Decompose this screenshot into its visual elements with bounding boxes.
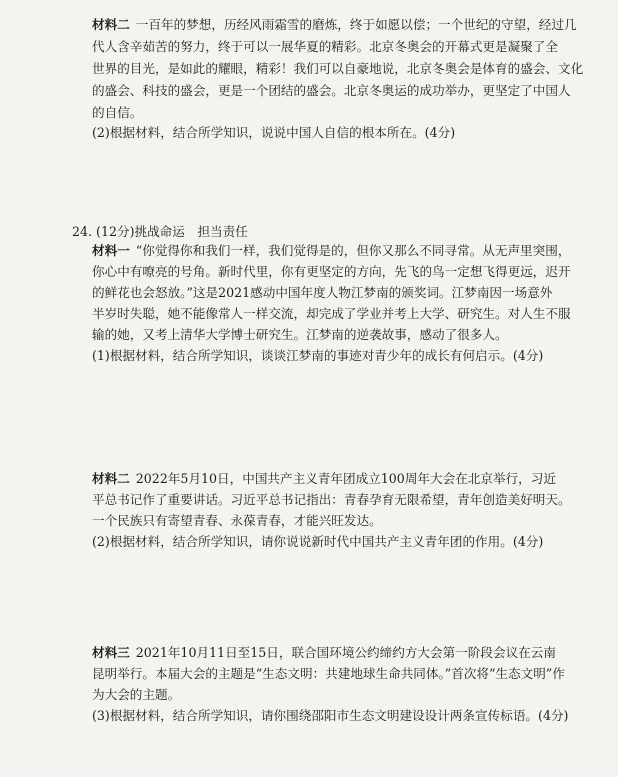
m1-label: 材料一 <box>92 243 130 258</box>
m1-line-1: 材料一 “你觉得你和我们一样，我们觉得是的，但你又那么不同寻常。从无声里突围， <box>92 243 571 258</box>
m1-line-3: 的鲜花也会怒放。”这是2021感动中国年度人物江梦南的颁奖词。江梦南因一场意外 <box>92 285 553 300</box>
m1-line-5: 输的她，又考上清华大学博士研究生。江梦南的逆袭故事，感动了很多人。 <box>92 327 508 342</box>
m2-top-line-5: 的自信。 <box>92 105 143 120</box>
m1-question: (1)根据材料，结合所学知识，谈谈江梦南的事迹对青少年的成长有何启示。(4分) <box>92 348 544 363</box>
m2-top-line-3: 世界的目光，是如此的耀眼，精彩！我们可以自豪地说，北京冬奥会是体育的盛会、文化 <box>92 61 584 76</box>
m3-line-2: 昆明举行。本届大会的主题是“生态文明：共建地球生命共同体。”首次将“生态文明”作 <box>92 666 565 681</box>
m3-line-3: 为大会的主题。 <box>92 687 181 702</box>
m1-line-2: 你心中有嘹亮的号角。新时代里，你有更坚定的方向，先飞的鸟一定想飞得更远，迟开 <box>92 264 571 279</box>
m2-line-3: 一个民族只有寄望青春、永葆青春，才能兴旺发达。 <box>92 513 382 528</box>
m3-label: 材料三 <box>92 645 130 660</box>
m2-top-line-1: 材料二 一百年的梦想，历经风雨霜雪的磨炼，终于如愿以偿；一个世纪的守望，经过几 <box>92 17 577 32</box>
q24-title: 24. (12分)挑战命运 担当责任 <box>72 224 248 239</box>
m2-question: (2)根据材料，结合所学知识，请你说说新时代中国共产主义青年团的作用。(4分) <box>92 534 544 549</box>
m2-top-label: 材料二 <box>92 17 130 32</box>
m2-top-line-2: 代人含辛茹苦的努力，终于可以一展华夏的精彩。北京冬奥会的开幕式更是凝聚了全 <box>92 39 558 54</box>
m2-top-line-4: 的盛会、科技的盛会，更是一个团结的盛会。北京冬奥运的成功举办，更坚定了中国人 <box>92 83 571 98</box>
m2-label: 材料二 <box>92 471 130 486</box>
m1-line-4: 半岁时失聪，她不能像常人一样交流，却完成了学业并考上大学、研究生。对人生不服 <box>92 306 571 321</box>
m2-top-question: (2)根据材料，结合所学知识，说说中国人自信的根本所在。(4分) <box>92 125 456 140</box>
m2-line-1: 材料二 2022年5月10日，中国共产主义青年团成立100周年大会在北京举行，习近 <box>92 471 556 486</box>
m3-line-1: 材料三 2021年10月11日至15日，联合国环境公约缔约方大会第一阶段会议在云南 <box>92 645 556 660</box>
m2-line-2: 平总书记作了重要讲话。习近平总书记指出：青春孕育无限希望，青年创造美好明天。 <box>92 492 571 507</box>
m3-question: (3)根据材料，结合所学知识，请你围绕邵阳市生态文明建设设计两条宣传标语。(4分) <box>92 708 569 723</box>
